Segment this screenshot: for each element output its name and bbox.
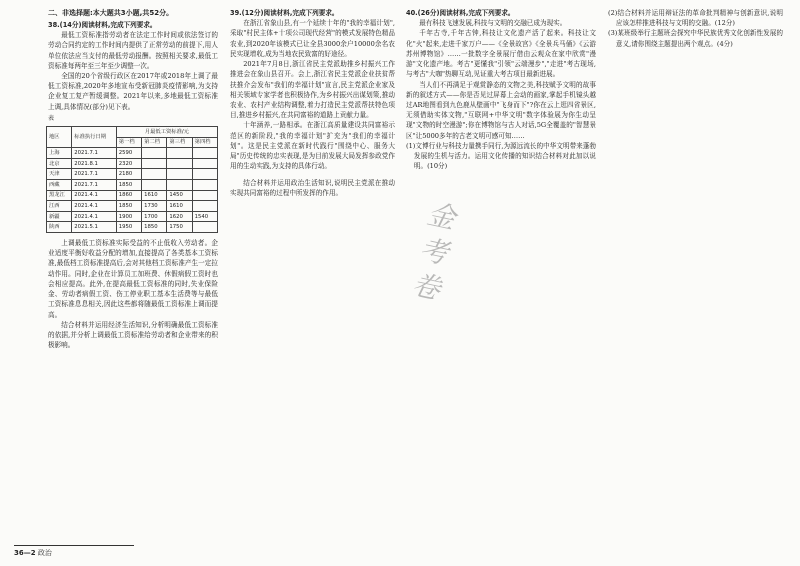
cell-tier1: 1950	[116, 222, 141, 233]
cell-region: 陕西	[47, 222, 72, 233]
table-row	[47, 180, 218, 191]
cell-tier3: 1610	[167, 201, 192, 212]
cell-tier2: 1610	[142, 190, 167, 201]
cell-tier4	[192, 222, 217, 233]
cell-tier3	[167, 180, 192, 191]
subject-label: 政治	[37, 549, 52, 557]
cell-tier2	[142, 158, 167, 169]
section-header: 二、非选择题:本大题共3小题,共52分。	[48, 9, 174, 17]
page-number: 36—2	[14, 549, 36, 557]
cell-region: 西藏	[47, 180, 72, 191]
cell-tier2: 1850	[142, 222, 167, 233]
cell-tier3: 1450	[167, 190, 192, 201]
cell-date: 2021.4.1	[72, 211, 117, 222]
question-40-column	[406, 8, 596, 172]
col-header-date: 标准执行日期	[72, 127, 117, 148]
cell-tier4	[192, 201, 217, 212]
watermark-char: 考	[416, 232, 451, 271]
cell-date: 2021.5.1	[72, 222, 117, 233]
q38-title: 38.(14分)阅读材料,完成下列要求。	[48, 20, 157, 29]
cell-tier4	[192, 180, 217, 191]
q40-subquestion-2: (2)结合材料并运用辩证法的革命批判精神与创新意识,说明应该怎样推进科技与文明的交融。(12分)	[608, 9, 783, 28]
cell-tier1: 1860	[116, 190, 141, 201]
cell-tier3: 1620	[167, 211, 192, 222]
q38-question: 结合材料并运用经济生活知识,分析明确最低工资标准的依据,并分析上调最低工资标准给劳动者和企业带来的积极影响。	[48, 320, 218, 350]
q38-paragraph-2: 全国的20个省级行政区在2017年或2018年上调了最低工资标准,2020年多地宣布受新冠肺炎疫情影响,为支持企业复工复产暂缓调整。2021年以来,多地最低工资标准上调,具体情况(部分)见下表。	[48, 71, 218, 111]
cell-date: 2021.4.1	[72, 190, 117, 201]
cell-tier2	[142, 169, 167, 180]
cell-region: 黑龙江	[47, 190, 72, 201]
cell-tier3	[167, 148, 192, 159]
tier-header: 第一档	[116, 137, 141, 148]
q38-paragraph-3: 上调最低工资标准实际受益的不止低收入劳动者。企业适度平衡好收益分配的增加,直接提高了各类基本工资标准,最低档工资标准提高后,会对其他档工资标准产生一定拉动作用。同时,企业在计算员工加班费、休假病假工资时也会相应提高。此外,在提高最低工资标准的同时,失业保险金、劳动者病假工资、伤工停业职工基本生活费等与最低工资标准息息相关,因此这些都将随最低工资标准上调而提高。	[48, 239, 218, 319]
cell-tier1: 2590	[116, 148, 141, 159]
cell-tier1: 1850	[116, 201, 141, 212]
cell-region: 江西	[47, 201, 72, 212]
cell-date: 2021.7.1	[72, 169, 117, 180]
q39-title: 39.(12分)阅读材料,完成下列要求。	[230, 9, 339, 17]
cell-tier2	[142, 148, 167, 159]
cell-date: 2021.8.1	[72, 158, 117, 169]
cell-tier3	[167, 158, 192, 169]
cell-region: 新疆	[47, 211, 72, 222]
cell-tier4	[192, 169, 217, 180]
watermark	[357, 197, 474, 483]
question-39-column	[230, 8, 395, 198]
cell-region: 天津	[47, 169, 72, 180]
cell-date: 2021.7.1	[72, 148, 117, 159]
q39-question: 结合材料并运用政治生活知识,说明民主党派在推动实现共同富裕的过程中所发挥的作用。	[230, 178, 395, 197]
wage-table	[46, 126, 218, 233]
q40-subquestion-3: (3)某班级举行主题班会探究中华民族优秀文化创新性发展的意义,请你围绕主题提出两个观点。(4分)	[608, 29, 783, 48]
tier-header: 第二档	[142, 137, 167, 148]
q40-paragraph-3: 当人们不再满足于观赏静态的文物之美,科技赋予文明的故事新的叙述方式——你是否见过屏幕上会动的画家,掌起手机镜头越过AR地图看到九色鹿从壁画中"飞身而下"?你在云上逛四省景区,无须借助实体文物,"互联网+中华文明"数字体验展为你生动呈现"文物的时空漫游";你在博物馆与古人对话,5G全覆盖的"智慧景区"让5000多年的古老文明可感可知……	[406, 80, 596, 140]
table-caption: 表	[48, 114, 55, 122]
q39-paragraph-2: 2021年7月8日,浙江省民主党派助推乡村振兴工作推进会在象山县召开。会上,浙江省民主党派企业扶贫帮扶推介会发布"我们的幸福计划"宣言,民主党派企业家及相关领域专家学者也积极协作,为乡村振兴出谋划策,推动农业、农村产业结构调整,着力打造民主党派帮扶特色项目,推进乡村振兴,在共同富裕的道路上贡献力量。	[230, 60, 395, 120]
cell-tier1: 1850	[116, 180, 141, 191]
table-row	[47, 201, 218, 212]
watermark-char: 金	[424, 197, 459, 236]
table-row	[47, 211, 218, 222]
question-38-column	[48, 8, 218, 350]
q39-paragraph-1: 在浙江省象山县,有一个延续十年的"我的幸福计划",采取"村民主体+十项公司现代经营"的模式发展特色精品农业,到2020年该模式已让全县3000余户10000余名农民实现增收,成为当地农民致富的好途径。	[230, 19, 395, 58]
cell-tier4	[192, 158, 217, 169]
cell-tier1: 1900	[116, 211, 141, 222]
table-row	[47, 158, 218, 169]
question-40-continued-column	[608, 8, 783, 49]
cell-tier1: 2180	[116, 169, 141, 180]
cell-date: 2021.7.1	[72, 180, 117, 191]
page-footer	[14, 545, 134, 558]
q38-paragraph-1: 最低工资标准指劳动者在法定工作时间或依法签订的劳动合同约定的工作时间内提供了正常劳动的前提下,用人单位依法应当支付的最低劳动报酬。按照相关要求,最低工资标准每两年至三年至少调整一次。	[48, 31, 218, 70]
col-header-wage: 月最低工资标准/元	[116, 127, 217, 138]
cell-tier3: 1750	[167, 222, 192, 233]
table-row	[47, 190, 218, 201]
q40-paragraph-2: 千年古寺,千年古钟,科技让文化遗产活了起来。科技让文化"火"起来,走进千家万户——《全景故宫》《全景兵马俑》《云游苏州博物馆》……一批数字全景展厅借由云观众在家中欣赏"漫游"文化遗产地。考古"更懂我"引领"云端漫步","走进"考古现场,与考古"大咖"热聊互动,见证重大考古项目最新进展。	[406, 29, 596, 79]
cell-tier1: 2320	[116, 158, 141, 169]
q39-paragraph-3: 十年涵养,一路相承。在浙江高质量建设共同富裕示范区的新阶段,"我的幸福计划"扩充为"我们的幸福计划"。这是民主党派在新时代践行"围绕中心、服务大局"历史传统的忠实表现,是为目前发展大局发挥参政党作用的生动实践,为支持的具体行动。	[230, 121, 395, 171]
tier-header: 第三档	[167, 137, 192, 148]
tier-header: 第四档	[192, 137, 217, 148]
cell-region: 上海	[47, 148, 72, 159]
cell-tier4	[192, 148, 217, 159]
table-row	[47, 148, 218, 159]
cell-tier2: 1730	[142, 201, 167, 212]
q40-title: 40.(26分)阅读材料,完成下列要求。	[406, 9, 515, 17]
table-row	[47, 169, 218, 180]
cell-region: 北京	[47, 158, 72, 169]
cell-tier2	[142, 180, 167, 191]
cell-tier4: 1540	[192, 211, 217, 222]
q40-paragraph-1: 最有科技飞速发展,科技与文明的交融已成为现实。	[419, 19, 567, 28]
cell-tier3	[167, 169, 192, 180]
watermark-char: 卷	[409, 267, 444, 306]
table-row	[47, 222, 218, 233]
q40-subquestion-1: (1)文博行业与科技力量携手同行,为源远流长的中华文明带来蓬勃发展的生机与活力。运用文化传播的知识结合材料对此加以说明。(10分)	[406, 141, 596, 171]
cell-tier2: 1700	[142, 211, 167, 222]
cell-date: 2021.4.1	[72, 201, 117, 212]
cell-tier4	[192, 190, 217, 201]
col-header-region: 地区	[47, 127, 72, 148]
